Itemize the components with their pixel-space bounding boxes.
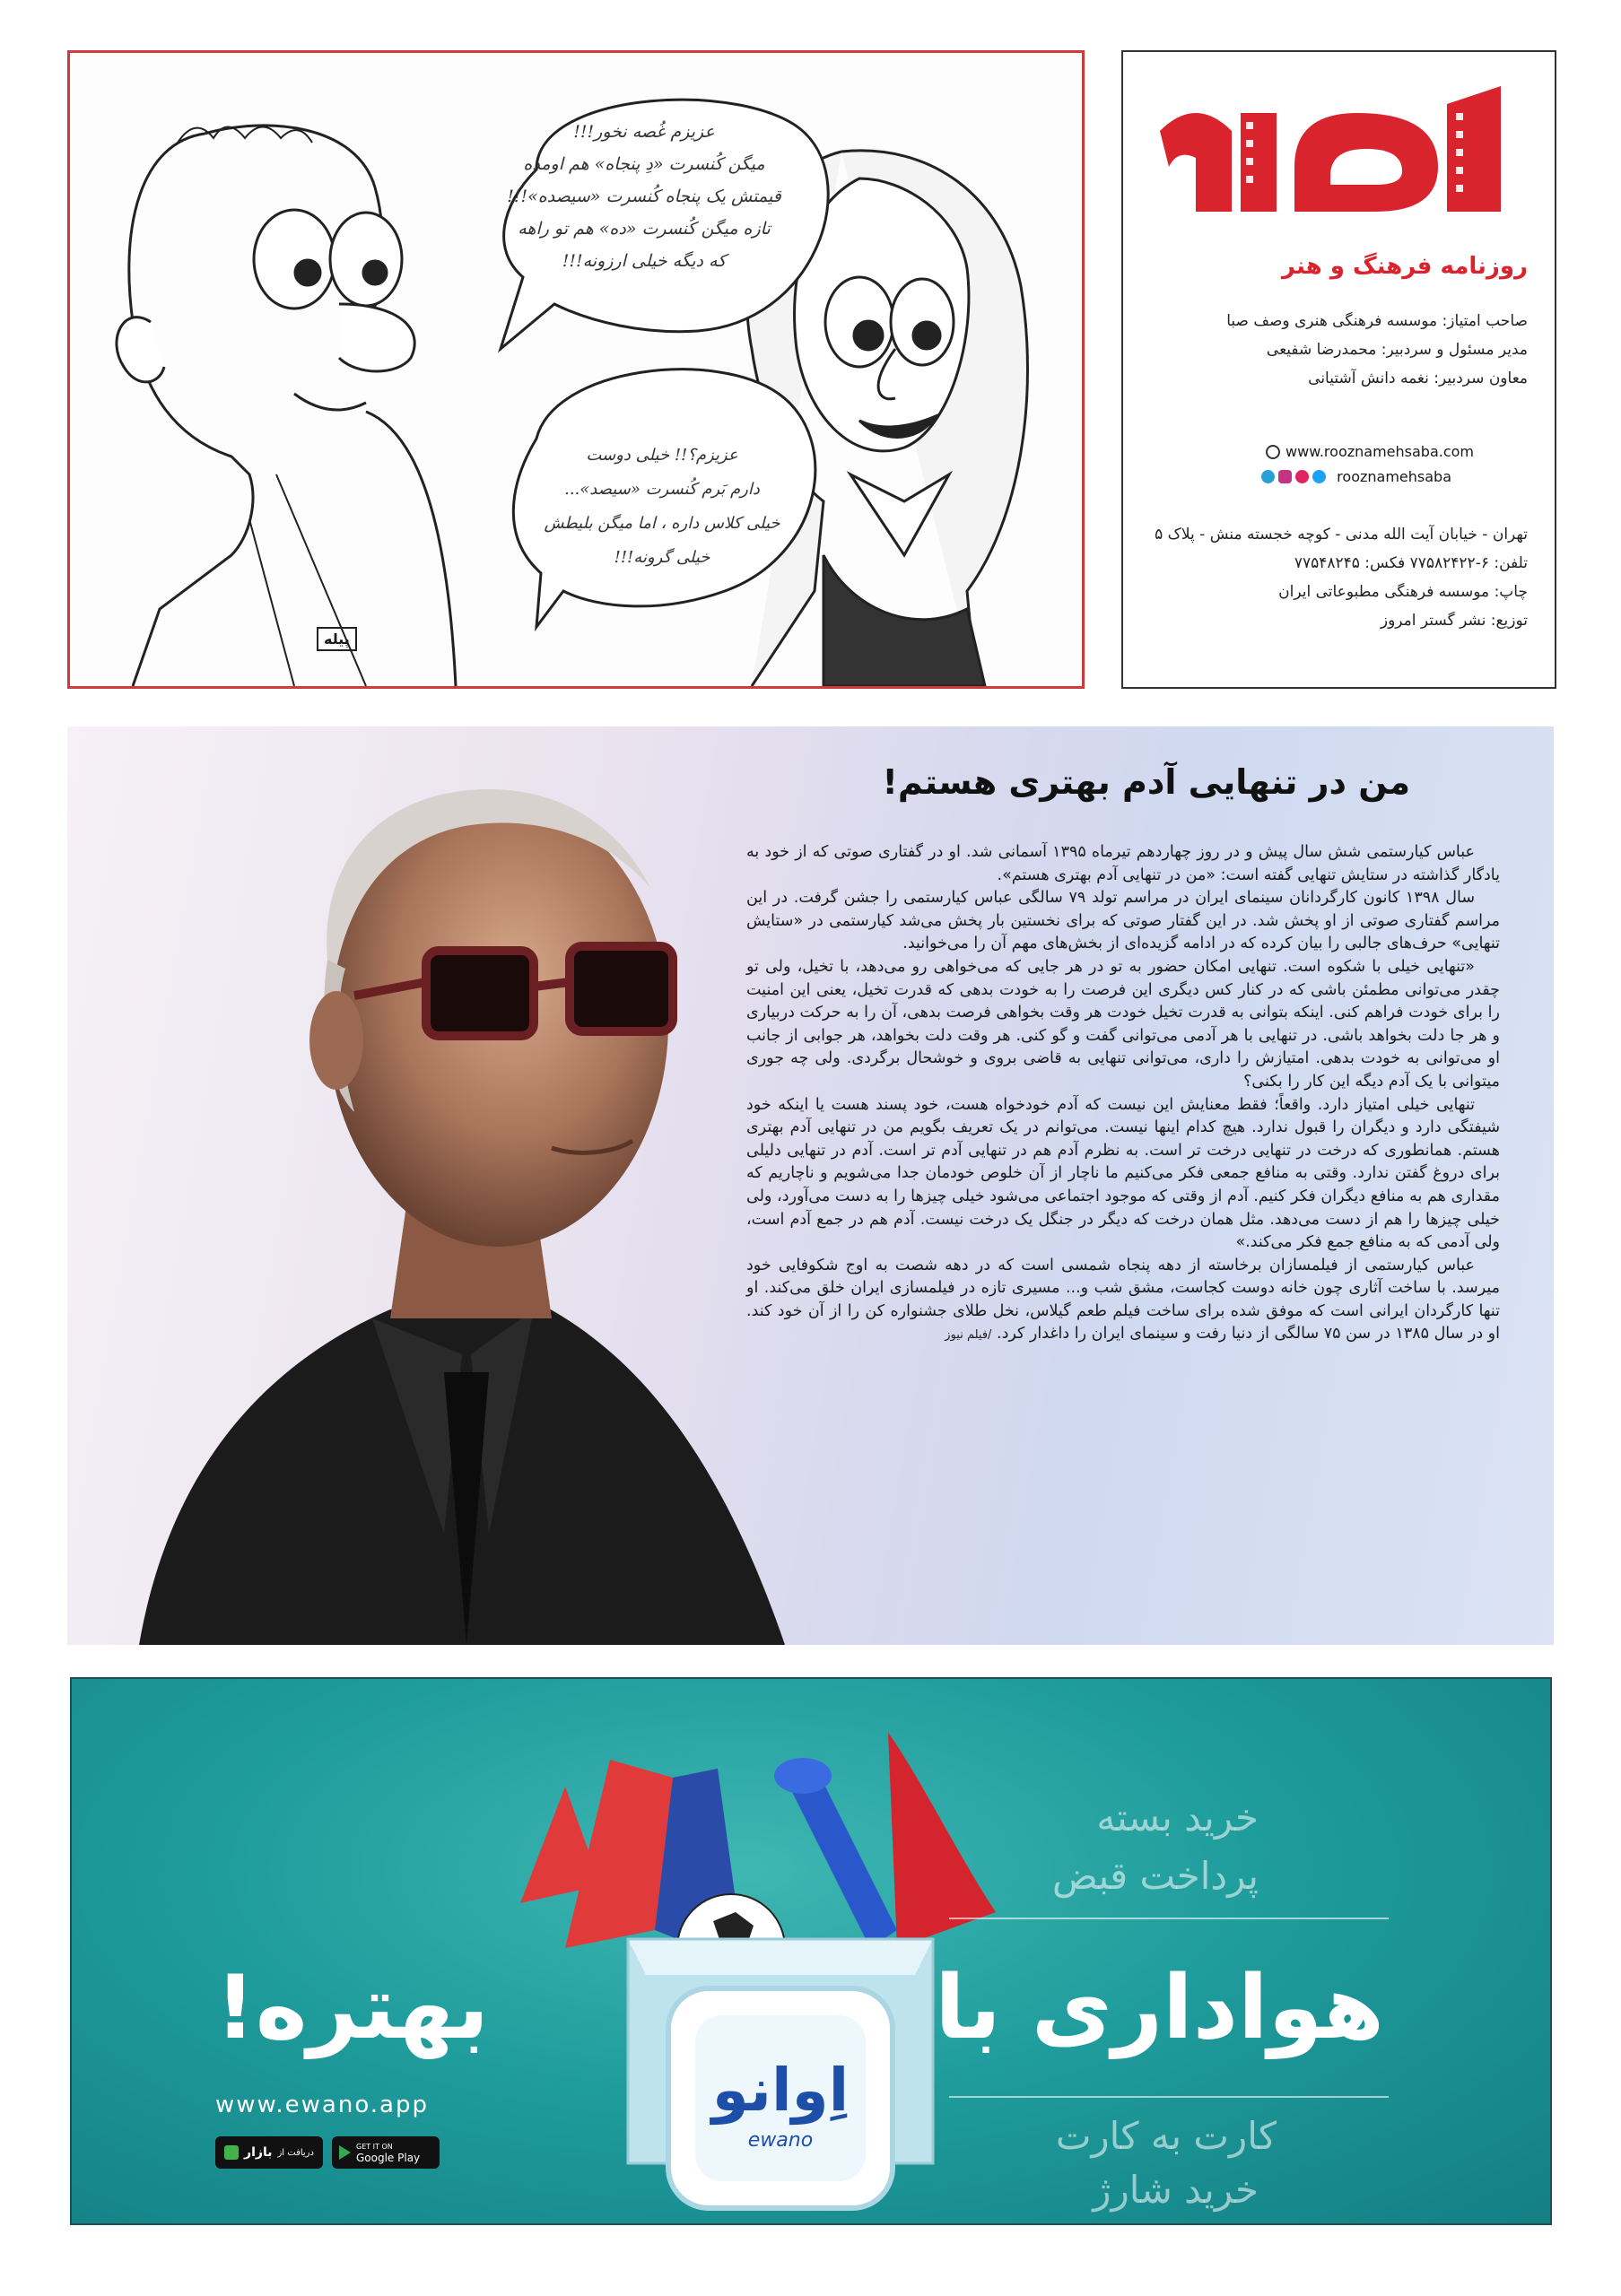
google-play-small: GET IT ON <box>356 2143 393 2151</box>
masthead-print: چاپ: موسسه فرهنگی مطبوعاتی ایران <box>1278 583 1528 601</box>
website-row <box>1266 443 1474 460</box>
cartoon-man <box>117 126 456 686</box>
bubble-line: خیلی گرونه!!! <box>614 548 710 567</box>
bazaar-badge-small: دریافت از <box>277 2147 314 2158</box>
article-title: من در تنهایی آدم بهتری هستم! <box>882 762 1410 802</box>
ad-divider-top <box>949 1918 1389 1919</box>
instagram-icon[interactable] <box>1278 470 1292 483</box>
social-row <box>1261 468 1451 485</box>
masthead-phone: تلفن: ۶-۷۷۵۸۲۴۲۲ فکس: ۷۷۵۴۸۲۴۵ <box>1294 554 1528 572</box>
article-panel <box>67 726 1554 1645</box>
social-handle[interactable]: rooznamehsaba <box>1337 468 1451 485</box>
store-badges <box>215 2136 440 2169</box>
cartoonist-signature: پیله <box>317 627 357 651</box>
twitter-icon[interactable] <box>1312 470 1326 483</box>
masthead-address: تهران - خیابان آیت الله مدنی - کوچه خجسته منش - پلاک ۵ <box>1155 526 1528 544</box>
article-paragraph: عباس کیارستمی شش سال پیش و در روز چهاردهم تیرماه ۱۳۹۵ آسمانی شد. او در گفتاری صوتی که از خود به یادگار گذاشته در ستایش تنهایی گفته است: «من در تنهایی آدم بهتری هستم». <box>746 843 1500 884</box>
article-paragraph: «تنهایی خیلی با شکوه است. تنهایی امکان حضور به تو در هر جایی که می‌خواهی رو می‌دهد، با تخیل، ولی تو چقدر می‌توانی مطمئن باشی که در کنار کس دیگری این فرصت را به خودت بدهی که قدرت تخیل، یعنی این امنیت را برای خودت فراهم کنی. اینکه بتوانی به قدرت تخیل خودت هر وقت بخواهی فرصت بدهی، آن را به حرکت دربیاری و هر جا دلت بخواهد باشی. در تنهایی با هر آدمی می‌توانی گفت و گو کنی. هر وقت دلت بخواهد، هر جوابی از جانب او می‌توانی به خودت بدهی. امتیازش را داری، می‌توانی تنهایی به قاضی بروی و خوشحال برگردی. ولی چه جوری میتوانی با یک آدم دیگه این کار را بکنی؟ <box>746 957 1500 1091</box>
article-paragraph <box>746 1255 1500 1347</box>
play-icon <box>339 2145 351 2160</box>
ad-feature-4: خرید شارژ <box>1093 2168 1259 2212</box>
google-play-label: Google Play <box>356 2152 421 2164</box>
bubble-line: عزیزم؟!! خیلی دوست <box>586 446 738 465</box>
bazaar-badge-label: بازار <box>244 2145 273 2160</box>
bubble-line: خیلی کلاس داره ، اما میگن بلیطش <box>544 514 780 533</box>
article-paragraph: سال ۱۳۹۸ کانون کارگردانان سینمای ایران در مراسم تولد ۷۹ سالگی عباس کیارستمی را جشن گرفت. در این مراسم گفتاری صوتی از او پخش شد. در این گفتار صوتی که برای نخستین بار پخش می‌شد کیارستمی در «ستایش تنهایی» حرف‌های جالبی را بیان کرده که در ادامه گزیده‌ای از بخش‌های مهم آن را می‌خوانید. <box>746 889 1500 953</box>
aparat-icon[interactable] <box>1295 470 1309 483</box>
ad-url[interactable]: www.ewano.app <box>215 2092 429 2118</box>
bubble-line: میگن کُنسرت «دِ پنجاه» هم اومده <box>523 154 765 174</box>
cartoon-panel <box>67 50 1085 689</box>
ewano-logo-text: اِوانو <box>711 2056 850 2125</box>
bubble-line: عزیزم غُصه نخور!!! <box>573 122 715 142</box>
ad-divider-bottom <box>949 2096 1389 2098</box>
logo-mark <box>1142 77 1528 257</box>
article-source: /فیلم نیوز <box>945 1328 992 1343</box>
bubble-top-text <box>456 116 832 277</box>
article-body <box>746 841 1500 1347</box>
google-play-badge[interactable] <box>332 2136 440 2169</box>
website-link[interactable]: www.rooznamehsaba.com <box>1285 443 1474 460</box>
ad-feature-3: کارت به کارت <box>1055 2114 1277 2158</box>
bubble-line: تازه میگن کُنسرت «ده» هم تو راهه <box>518 219 771 239</box>
bubble-line: قیمتش یک پنجاه کُنسرت «سیصده»!!! <box>507 187 781 206</box>
bubble-line: دارم بَرم کُنسرت «سیصد»... <box>564 480 760 499</box>
ad-feature-2: پرداخت قبض <box>1052 1854 1259 1898</box>
masthead-editor: مدیر مسئول و سردبیر: محمدرضا شفیعی <box>1266 341 1528 359</box>
ewano-logo-latin: ewano <box>747 2129 814 2152</box>
telegram-icon[interactable] <box>1261 470 1275 483</box>
ad-headline-right: هواداری با <box>935 1957 1384 2059</box>
masthead-distribution: توزیع: نشر گستر امروز <box>1380 612 1528 630</box>
ad-feature-1: خرید بسته <box>1096 1796 1259 1839</box>
globe-icon <box>1266 445 1280 459</box>
article-paragraph-text: عباس کیارستمی از فیلمسازان برخاسته از دهه پنجاه شمسی است که در دهه شصت به اوج شکوفایی خود میرسد. با ساخت آثاری چون خانه دوست کجاست، مشق شب و... مسیری تازه در فیلمسازی ایران خلق می‌کند. او تنها کارگردان ایرانی است که موفق شده برای ساخت فیلم طعم گیلاس، نخل طلای جشنواره کن را از آن خود کند. او در سال ۱۳۸۵ در سن ۷۵ سالگی از دنیا رفت و سینمای ایران را داغدار کرد. <box>746 1256 1500 1344</box>
logo-tagline: روزنامه فرهنگ و هنر <box>1281 253 1528 280</box>
bazaar-badge[interactable] <box>215 2136 323 2169</box>
masthead-panel <box>1121 50 1556 689</box>
newspaper-logo <box>1142 77 1528 301</box>
ad-headline-left: بهتره! <box>215 1957 490 2059</box>
article-paragraph: تنهایی خیلی امتیاز دارد. واقعاً؛ فقط معنایش این نیست که آدم خودخواه هست، خود پسند هست یا اینکه خود شیفتگی دارد و دیگران را قبول ندارد. هیچ کدام اینها نیست. می‌توانم در یک تعریف بگویم من در تنهایی آدم بهتری هستم. همانطوری که درخت در تنهایی درخت تر است. به نظرم آدم هم در تنهایی آدم تر است. آدم در تنهایی دلیلی برای دروغ گفتن ندارد. وقتی به منافع جمعی فکر می‌کنیم ما ناچار از آن خلوص خودمان جدا می‌شویم و ناچاریم که مقداری هم به منافع دیگران فکر کنیم. آدم از وقتی که موجود اجتماعی می‌شود خیلی چیزها را به دست می‌آورد، ولی خیلی چیزها را هم از دست می‌دهد. مثل همان درخت که دیگر در جنگل یک درخت نیست. آدم هم در جمع آدم است، ولی آدمی که به منافع جمع فکر می‌کند.» <box>746 1095 1500 1252</box>
bubble-line: که دیگه خیلی ارزونه!!! <box>562 251 727 271</box>
bubble-bottom-text <box>501 439 824 575</box>
bazaar-icon <box>224 2145 239 2160</box>
masthead-owner: صاحب امتیاز: موسسه فرهنگی هنری وصف صبا <box>1226 312 1528 330</box>
ewano-advertisement[interactable] <box>70 1677 1552 2225</box>
masthead-deputy: معاون سردبیر: نغمه دانش آشتیانی <box>1308 370 1528 387</box>
